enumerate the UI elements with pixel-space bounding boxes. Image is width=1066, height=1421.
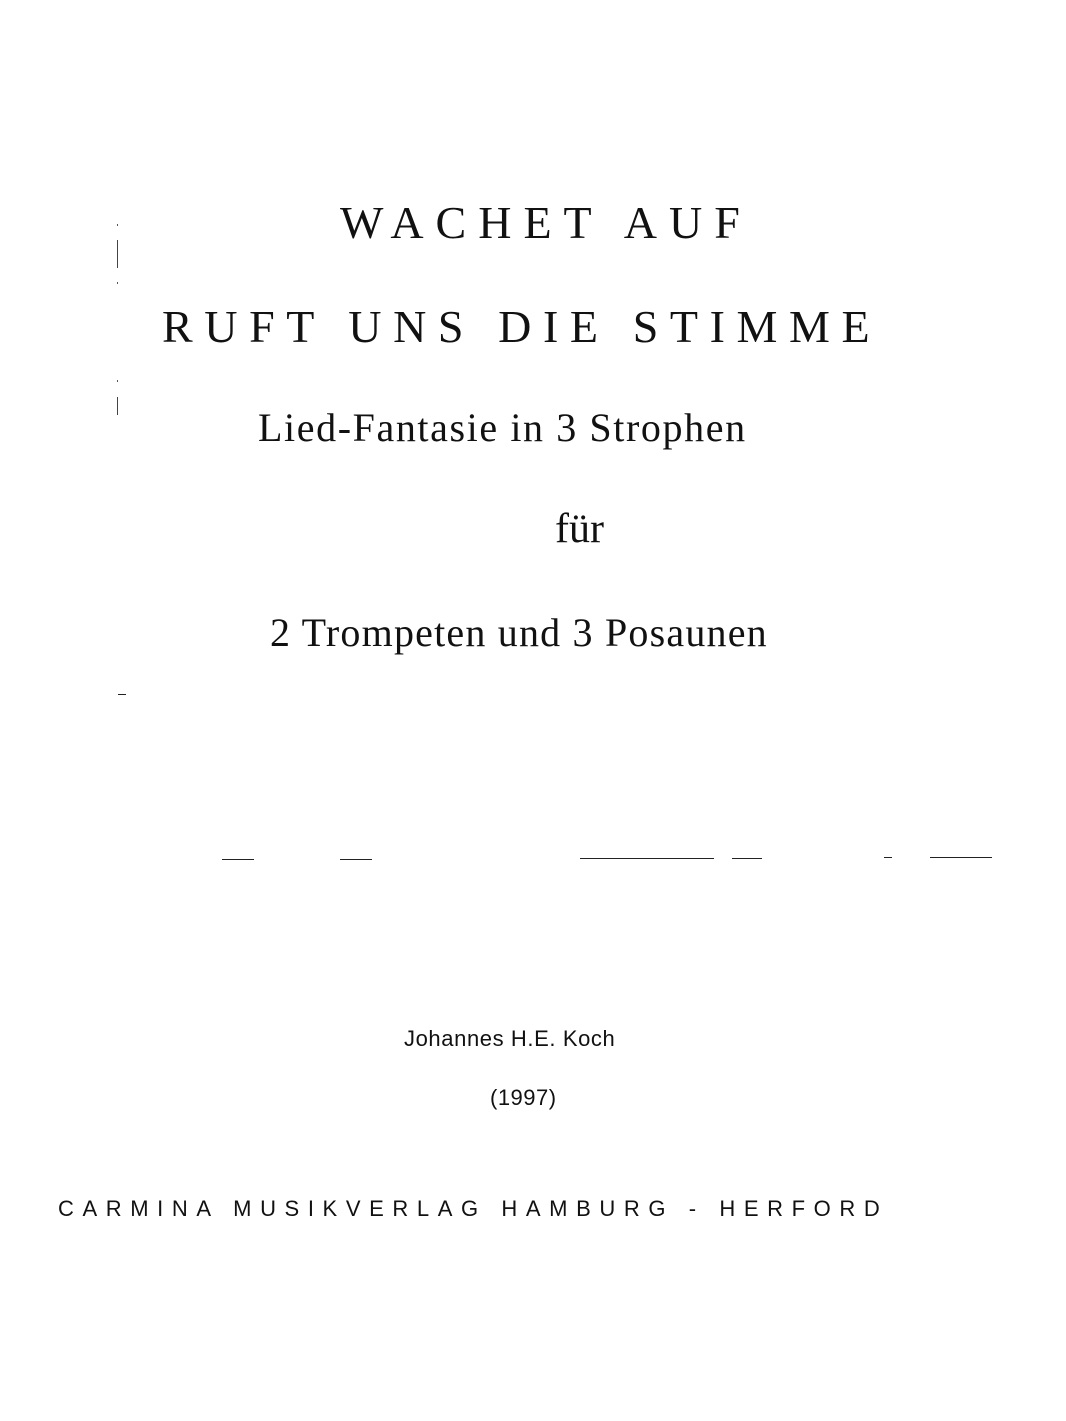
- scan-mark: [117, 282, 118, 284]
- publisher: CARMINA MUSIKVERLAG HAMBURG - HERFORD: [58, 1196, 889, 1221]
- title-line-1: WACHET AUF: [340, 197, 752, 248]
- divider-segment: [340, 859, 372, 860]
- subtitle: Lied-Fantasie in 3 Strophen: [258, 405, 747, 450]
- for-label: für: [555, 506, 604, 552]
- scan-mark: [117, 380, 118, 382]
- divider-segment: [930, 857, 992, 858]
- scan-mark: [117, 397, 118, 415]
- title-line-2: RUFT UNS DIE STIMME: [162, 301, 882, 352]
- divider-segment: [580, 858, 714, 859]
- scan-mark: [118, 694, 126, 695]
- scan-mark: [117, 224, 118, 226]
- divider-segment: [884, 857, 892, 858]
- composition-year: (1997): [490, 1085, 557, 1110]
- scan-mark: [117, 240, 118, 268]
- divider-segment: [732, 858, 762, 859]
- composer-name: Johannes H.E. Koch: [404, 1026, 616, 1051]
- instrumentation: 2 Trompeten und 3 Posaunen: [270, 610, 768, 655]
- divider-segment: [222, 859, 254, 860]
